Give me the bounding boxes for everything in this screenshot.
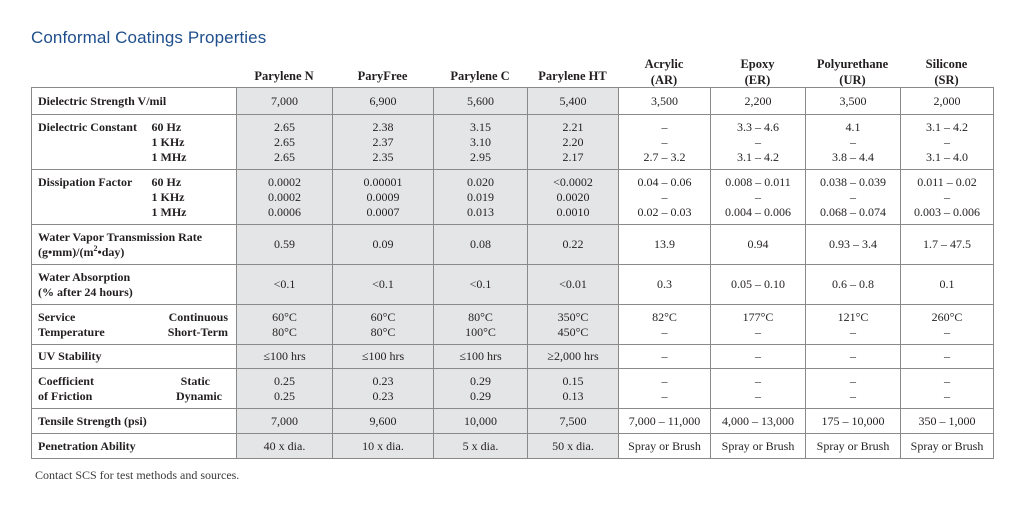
col-header-parylene-ht: Parylene HT (538, 69, 607, 83)
cell: Spray or Brush (901, 434, 994, 459)
col-header-parylene-n: Parylene N (254, 69, 314, 83)
cell: 3.15 3.10 2.95 (434, 115, 528, 170)
cell: 0.25 0.25 (237, 369, 333, 409)
col-header-silicone: Silicone (SR) (925, 57, 968, 87)
cell: – (619, 345, 711, 369)
cell: 3,500 (806, 88, 901, 115)
cell: 50 x dia. (528, 434, 619, 459)
cell: 0.0002 0.0002 0.0006 (237, 170, 333, 225)
cell: 82°C – (619, 305, 711, 345)
row-label-water-absorption: Water Absorption (% after 24 hours) (32, 265, 237, 305)
cell: 80°C 100°C (434, 305, 528, 345)
cell: <0.1 (237, 265, 333, 305)
page-title: Conformal Coatings Properties (31, 28, 267, 47)
cell: 3.1 – 4.2 – 3.1 – 4.0 (901, 115, 994, 170)
cell: 6,900 (333, 88, 434, 115)
cell: 0.1 (901, 265, 994, 305)
cell: 175 – 10,000 (806, 409, 901, 434)
cell: 0.3 (619, 265, 711, 305)
cell: 0.22 (528, 225, 619, 265)
cell: 0.94 (711, 225, 806, 265)
cell: 7,500 (528, 409, 619, 434)
cell: 2,000 (901, 88, 994, 115)
row-sublabels: Continuous Short-Term (152, 305, 237, 345)
cell: 0.29 0.29 (434, 369, 528, 409)
cell: 9,600 (333, 409, 434, 434)
footer-note: Contact SCS for test methods and sources. (35, 468, 240, 482)
cell: 2.38 2.37 2.35 (333, 115, 434, 170)
cell: ≤100 hrs (237, 345, 333, 369)
cell: 5,600 (434, 88, 528, 115)
cell: 2.21 2.20 2.17 (528, 115, 619, 170)
row-label-dielectric-constant: Dielectric Constant (32, 115, 152, 170)
cell: <0.1 (434, 265, 528, 305)
cell: 4,000 – 13,000 (711, 409, 806, 434)
cell: 13.9 (619, 225, 711, 265)
cell: 0.011 – 0.02 – 0.003 – 0.006 (901, 170, 994, 225)
cell: 0.00001 0.0009 0.0007 (333, 170, 434, 225)
cell: Spray or Brush (619, 434, 711, 459)
cell: 3,500 (619, 88, 711, 115)
cell: ≤100 hrs (333, 345, 434, 369)
cell: ≥2,000 hrs (528, 345, 619, 369)
cell: 0.15 0.13 (528, 369, 619, 409)
cell: – (711, 345, 806, 369)
row-label-wvtr: Water Vapor Transmission Rate $(g•mm)/(m^2•day)$ (32, 225, 237, 265)
col-header-paryfree: ParyFree (357, 69, 408, 83)
cell: 350 – 1,000 (901, 409, 994, 434)
cell: – (806, 345, 901, 369)
cell: 350°C 450°C (528, 305, 619, 345)
cell: Spray or Brush (806, 434, 901, 459)
cell: 60°C 80°C (237, 305, 333, 345)
col-header-polyurethane: Polyurethane (UR) (816, 57, 889, 87)
cell: 121°C – (806, 305, 901, 345)
cell: 0.04 – 0.06 – 0.02 – 0.03 (619, 170, 711, 225)
cell: <0.0002 0.0020 0.0010 (528, 170, 619, 225)
cell: – – 2.7 – 3.2 (619, 115, 711, 170)
row-sublabels: 60 Hz 1 KHz 1 MHz (152, 115, 237, 170)
cell: 0.6 – 0.8 (806, 265, 901, 305)
cell: – – (711, 369, 806, 409)
cell: 60°C 80°C (333, 305, 434, 345)
cell: 4.1 – 3.8 – 4.4 (806, 115, 901, 170)
cell: 7,000 – 11,000 (619, 409, 711, 434)
col-header-parylene-c: Parylene C (450, 69, 510, 83)
row-sublabels: 60 Hz 1 KHz 1 MHz (152, 170, 237, 225)
cell: 0.23 0.23 (333, 369, 434, 409)
table-row (32, 88, 994, 115)
cell: 7,000 (237, 88, 333, 115)
row-label-friction: Coefficient of Friction (32, 369, 152, 409)
table-row (32, 434, 994, 459)
row-label-dissipation-factor: Dissipation Factor (32, 170, 152, 225)
cell: 3.3 – 4.6 – 3.1 – 4.2 (711, 115, 806, 170)
cell: 5 x dia. (434, 434, 528, 459)
col-header-acrylic: Acrylic (AR) (644, 57, 684, 87)
cell: 7,000 (237, 409, 333, 434)
cell: 0.93 – 3.4 (806, 225, 901, 265)
cell: 0.05 – 0.10 (711, 265, 806, 305)
cell: – – (901, 369, 994, 409)
cell: 40 x dia. (237, 434, 333, 459)
table-row (32, 265, 994, 305)
table-row (32, 305, 994, 345)
cell: 0.08 (434, 225, 528, 265)
cell: 0.09 (333, 225, 434, 265)
cell: Spray or Brush (711, 434, 806, 459)
row-label-dielectric-strength: Dielectric Strength V/mil (32, 88, 237, 115)
row-label-tensile-strength: Tensile Strength (psi) (32, 409, 237, 434)
cell: 2.65 2.65 2.65 (237, 115, 333, 170)
cell: 1.7 – 47.5 (901, 225, 994, 265)
cell: – (901, 345, 994, 369)
cell: 0.59 (237, 225, 333, 265)
table-row (32, 409, 994, 434)
properties-table (31, 87, 994, 459)
row-label-uv-stability: UV Stability (32, 345, 237, 369)
cell: 260°C – (901, 305, 994, 345)
cell: – – (619, 369, 711, 409)
cell: 10 x dia. (333, 434, 434, 459)
cell: 0.038 – 0.039 – 0.068 – 0.074 (806, 170, 901, 225)
row-label-service-temperature: Service Temperature (32, 305, 152, 345)
cell: 5,400 (528, 88, 619, 115)
cell: – – (806, 369, 901, 409)
cell: 0.008 – 0.011 – 0.004 – 0.006 (711, 170, 806, 225)
row-sublabels: Static Dynamic (152, 369, 237, 409)
cell: <0.01 (528, 265, 619, 305)
cell: 10,000 (434, 409, 528, 434)
cell: 0.020 0.019 0.013 (434, 170, 528, 225)
table-row (32, 369, 994, 409)
cell: <0.1 (333, 265, 434, 305)
row-label-penetration: Penetration Ability (32, 434, 237, 459)
cell: 177°C – (711, 305, 806, 345)
cell: ≤100 hrs (434, 345, 528, 369)
table-row (32, 345, 994, 369)
col-header-epoxy: Epoxy (ER) (740, 57, 775, 87)
table-row (32, 170, 994, 225)
table-row (32, 225, 994, 265)
cell: 2,200 (711, 88, 806, 115)
table-row (32, 115, 994, 170)
